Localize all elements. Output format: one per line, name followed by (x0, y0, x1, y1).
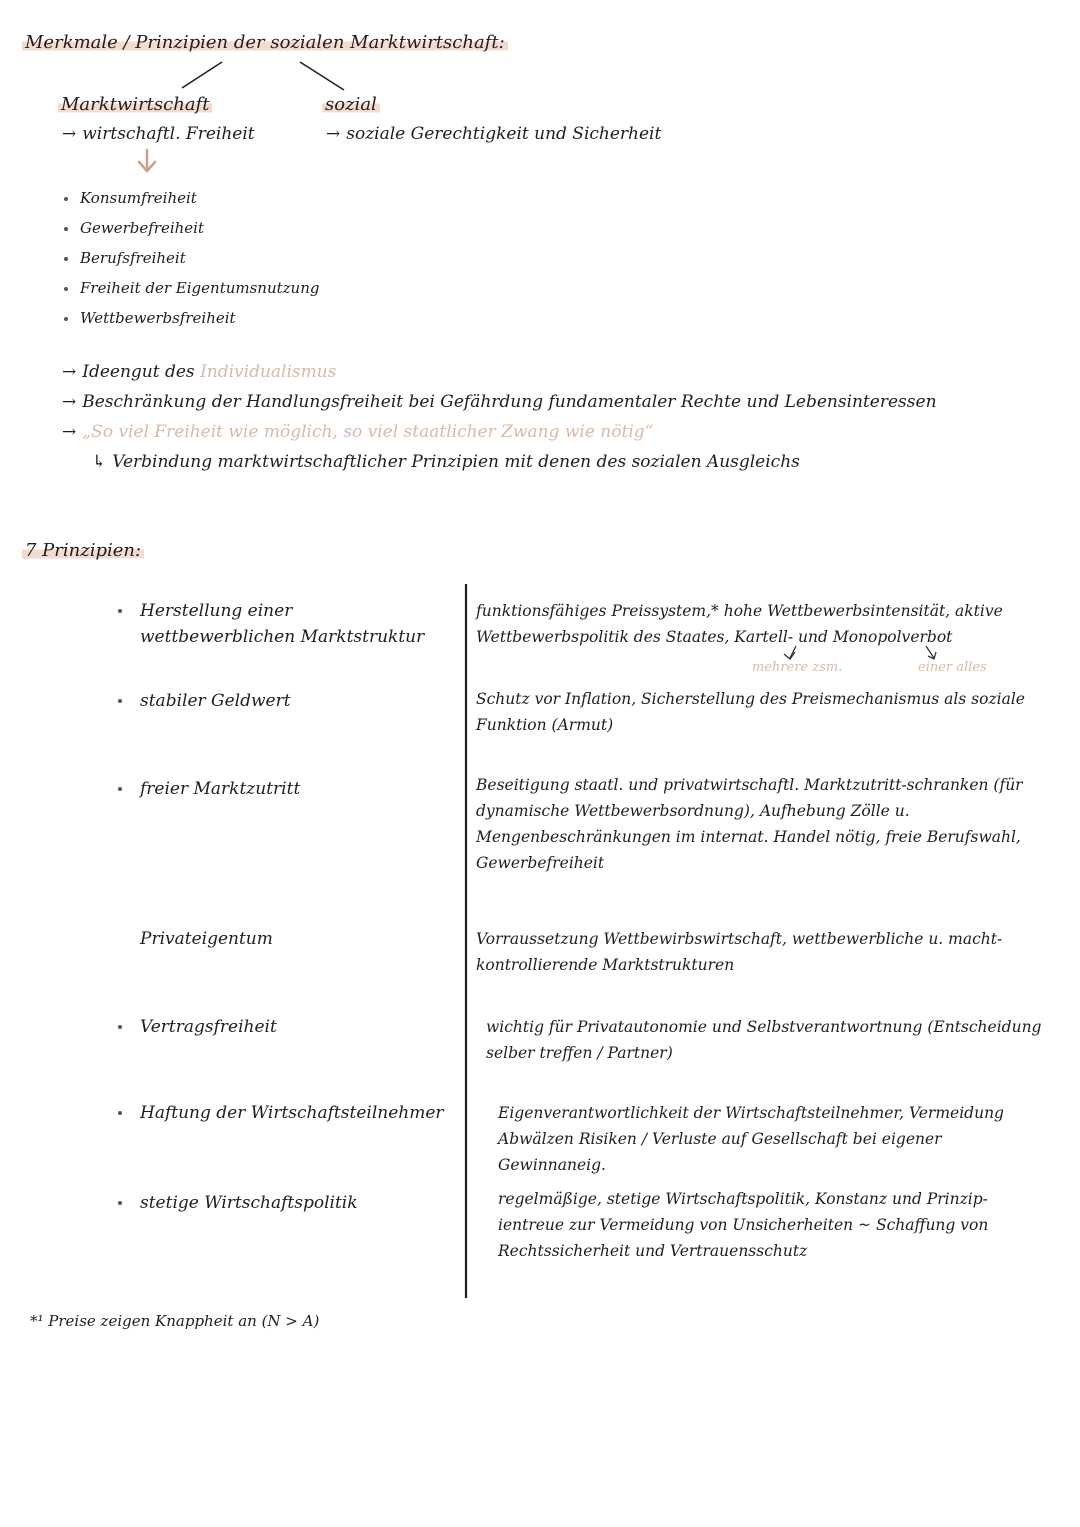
principles-title: 7 Prinzipien: (22, 540, 144, 561)
principle-name: stabiler Geldwert (118, 688, 448, 714)
branch-subtitle-right: → soziale Gerechtigkeit und Sicherheit (326, 124, 662, 144)
footnote: *¹ Preise zeigen Knappheit an (N > A) (30, 1312, 320, 1330)
principle-description: wichtig für Privatautonomie und Selbstverantwortnung (Entscheidung selber treffen / Partner) (486, 1018, 1042, 1062)
list-item: Berufsfreiheit (64, 243, 319, 273)
arrow-right-icon: → (62, 124, 77, 144)
branch-subtitle-left: → wirtschaftl. Freiheit (62, 124, 255, 144)
annotation-mehrere: mehrere zsm. (752, 660, 843, 675)
principle-description: regelmäßige, stetige Wirtschaftspolitik, Konstanz und Prinzip-ientreue zur Vermeidung von Unsicherheiten ~ Schaffung von Rechtssicherheit und Vertrauensschutz (498, 1190, 989, 1260)
branch-line-right (300, 62, 344, 90)
principle-name: Privateigentum (140, 929, 273, 949)
principle-name: Herstellung einer wettbewerblichen Marktstruktur (118, 598, 448, 650)
arrow-right-icon: → (62, 392, 77, 412)
principle-description: Schutz vor Inflation, Sicherstellung des Preismechanismus als soziale Funktion (Armut) (476, 690, 1025, 734)
branch-line-left (182, 62, 222, 88)
principle-description: Vorraussetzung Wettbewirbswirtschaft, wettbewerbliche u. macht-kontrollierende Marktstrukturen (476, 930, 1003, 974)
page-heading: Merkmale / Prinzipien der sozialen Marktwirtschaft: (22, 32, 508, 53)
down-arrow-icon (139, 150, 155, 171)
note-individualismus: → Ideengut des Individualismus (62, 362, 337, 382)
arrow-right-icon: → (62, 362, 77, 382)
list-item: Gewerbefreiheit (64, 213, 319, 243)
note-quote: → „So viel Freiheit wie möglich, so viel staatlicher Zwang wie nötig“ (62, 422, 654, 442)
principle-name: stetige Wirtschaftspolitik (118, 1190, 448, 1216)
principle-description: funktionsfähiges Preissystem,* hohe Wettbewerbsintensität, aktive Wettbewerbspolitik des Staates, Kartell- und Monopolverbot (476, 602, 1003, 646)
branch-title-marktwirtschaft: Marktwirtschaft (58, 94, 212, 115)
principle-description: Beseitigung staatl. und privatwirtschaftl. Marktzutritt-schranken (für dynamische Wettbewerbsordnung), Aufhebung Zölle u. Mengenbeschränkungen im internat. Handel nötig, freie Berufswahl, Gewerbefreiheit (476, 776, 1023, 872)
return-arrow-icon: ↳ (92, 452, 107, 472)
branch-title-sozial: sozial (322, 94, 380, 115)
note-verbindung: ↳ Verbindung marktwirtschaftlicher Prinzipien mit denen des sozialen Ausgleichs (92, 452, 800, 472)
list-item: Wettbewerbsfreiheit (64, 303, 319, 333)
freedom-list (64, 183, 319, 333)
arrow-right-icon: → (326, 124, 341, 144)
note-beschraenkung: → Beschränkung der Handlungsfreiheit bei Gefährdung fundamentaler Rechte und Lebensinteressen (62, 392, 937, 412)
list-item: Konsumfreiheit (64, 183, 319, 213)
principle-description: Eigenverantwortlichkeit der Wirtschaftsteilnehmer, Vermeidung Abwälzen Risiken / Verluste auf Gesellschaft bei eigener Gewinnaneig. (498, 1104, 1004, 1174)
list-item: Freiheit der Eigentumsnutzung (64, 273, 319, 303)
principle-name: Vertragsfreiheit (118, 1014, 448, 1040)
principle-name: freier Marktzutritt (118, 776, 448, 802)
principle-name: Haftung der Wirtschaftsteilnehmer (118, 1100, 448, 1126)
arrow-right-icon: → (62, 422, 77, 442)
annotation-einer: einer alles (918, 660, 987, 675)
